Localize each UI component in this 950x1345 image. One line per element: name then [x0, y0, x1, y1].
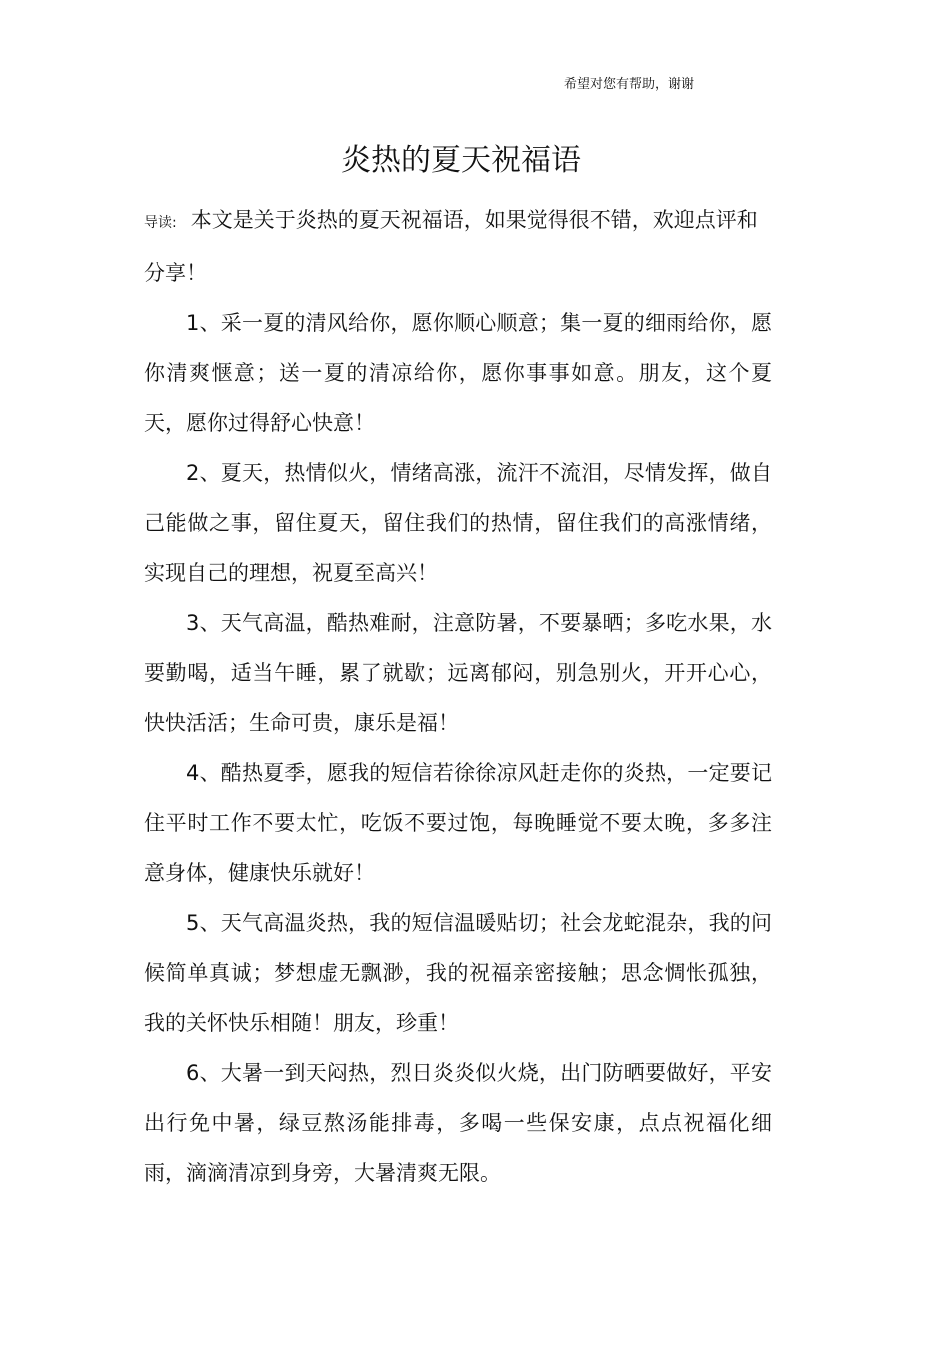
- page-title: 炎热的夏天祝福语: [341, 143, 581, 178]
- blessing-paragraph-1: 1、采一夏的清风给你，愿你顺心顺意；集一夏的细雨给你，愿你清爽惬意；送一夏的清凉给你，愿你事事如意。朋友，这个夏天，愿你过得舒心快意！: [144, 311, 772, 435]
- intro-text: 本文是关于炎热的夏天祝福语，如果觉得很不错，欢迎点评和分享！: [144, 208, 758, 285]
- blessing-paragraph-6: 6、大暑一到天闷热，烈日炎炎似火烧，出门防晒要做好，平安出行免中暑，绿豆熬汤能排毒，多喝一些保安康，点点祝福化细雨，滴滴清凉到身旁，大暑清爽无限。: [144, 1061, 772, 1185]
- blessing-paragraph-3: 3、天气高温，酷热难耐，注意防暑，不要暴晒；多吃水果，水要勤喝，适当午睡，累了就歇；远离郁闷，别急别火，开开心心，快快活活；生命可贵，康乐是福！: [144, 611, 772, 735]
- intro-paragraph: [144, 195, 772, 298]
- document-body: [144, 195, 772, 1198]
- header-note: 希望对您有帮助，谢谢: [564, 77, 695, 92]
- blessing-paragraph-5: 5、天气高温炎热，我的短信温暖贴切；社会龙蛇混杂，我的问候简单真诚；梦想虚无飘渺，我的祝福亲密接触；思念惆怅孤独，我的关怀快乐相随！朋友，珍重！: [144, 911, 772, 1035]
- intro-label: 导读:: [144, 215, 177, 231]
- blessing-paragraph-4: 4、酷热夏季，愿我的短信若徐徐凉风赶走你的炎热，一定要记住平时工作不要太忙，吃饭不要过饱，每晚睡觉不要太晚，多多注意身体，健康快乐就好！: [144, 761, 772, 885]
- blessing-paragraph-2: 2、夏天，热情似火，情绪高涨，流汗不流泪，尽情发挥，做自己能做之事，留住夏天，留住我们的热情，留住我们的高涨情绪，实现自己的理想，祝夏至高兴！: [144, 461, 772, 585]
